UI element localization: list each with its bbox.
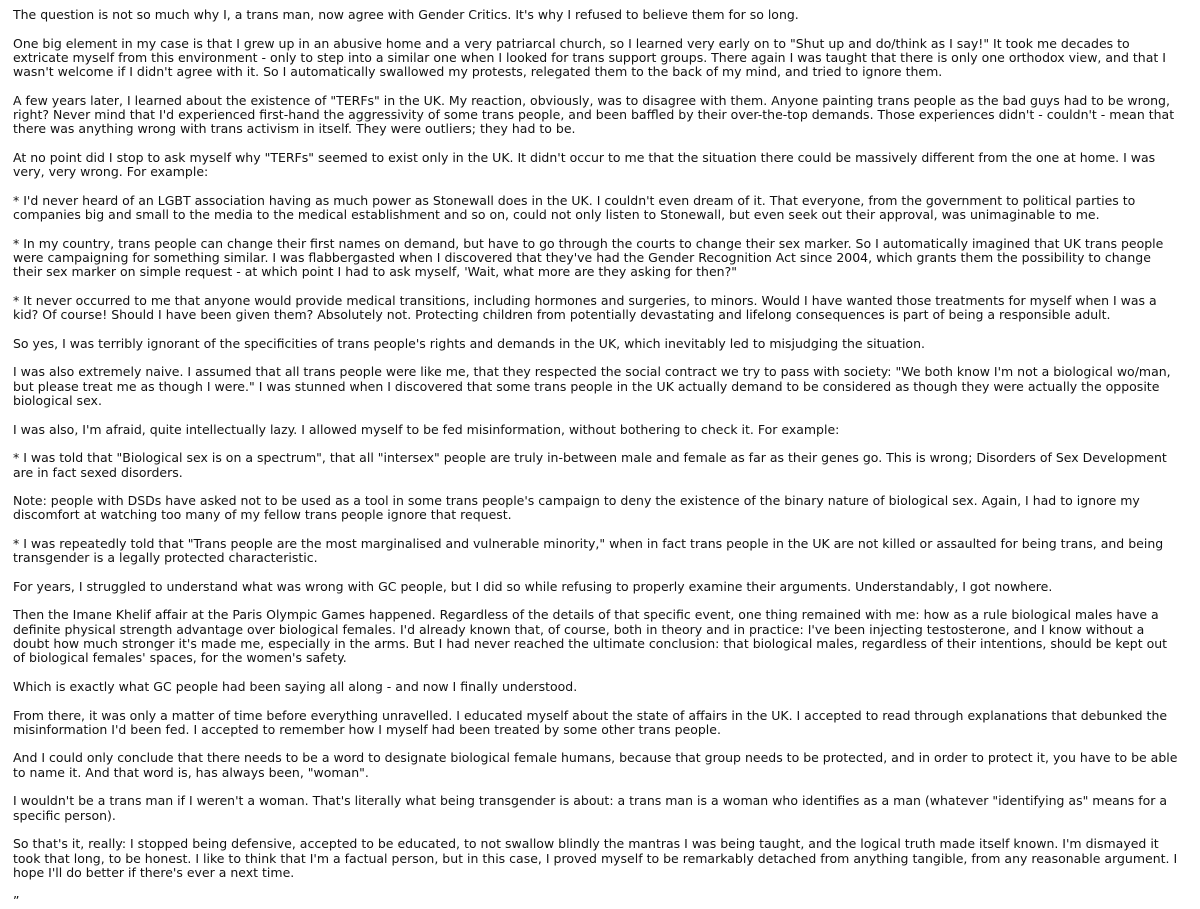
paragraph: So yes, I was terribly ignorant of the specificities of trans people's rights and demands in the UK, which inevitably led to misjudging the situation. bbox=[13, 335, 925, 351]
paragraph: Which is exactly what GC people had been saying all along - and now I finally understood. bbox=[13, 678, 578, 694]
bullet-paragraph: * I was told that "Biological sex is on a spectrum", that all "intersex" people are truly in-between male and female as far as their genes go. This is wrong; Disorders of Sex Development are in fact sexed disorders. bbox=[13, 450, 1167, 480]
paragraph: From there, it was only a matter of time before everything unravelled. I educated myself about the state of affairs in the UK. I accepted to read through explanations that debunked the misinformation I'd been fed. I accepted to remember how I myself had been treated by some other trans people. bbox=[13, 707, 1168, 737]
paragraph: One big element in my case is that I grew up in an abusive home and a very patriarcal church, so I learned very early on to "Shut up and do/think as I say!" It took me decades to extricate myself from this environment - only to step into a similar one when I looked for trans support groups. There again I was taught that there is only one orthodox view, and that I wasn't welcome if I didn't agree with it. So I automatically swallowed my protests, relegated them to the back of my mind, and tried to ignore them. bbox=[13, 35, 1166, 80]
paragraph: I was also extremely naive. I assumed that all trans people were like me, that they respected the social contract we try to pass with society: "We both know I'm not a biological wo/man, but please treat me as though I were." I was stunned when I discovered that some trans people in the UK actually demand to be considered as though they were actually the opposite biological sex. bbox=[13, 364, 1171, 409]
paragraph: At no point did I stop to ask myself why "TERFs" seemed to exist only in the UK. It didn't occur to me that the situation there could be massively different from the one at home. I was very, very wrong. For example: bbox=[13, 149, 1156, 180]
paragraph: I wouldn't be a trans man if I weren't a woman. That's literally what being transgender is about: a trans man is a woman who identifies as a man (whatever "identifying as" means for a specific person). bbox=[13, 793, 1168, 823]
bullet-paragraph: * I'd never heard of an LGBT association having as much power as Stonewall does in the UK. I couldn't even dream of it. That everyone, from the government to political parties to companies big and small to the media to the medical establishment and so on, could not only listen to Stonewall, but even seek out their approval, was unimaginable to me. bbox=[13, 192, 1136, 223]
paragraph: So that's it, really: I stopped being defensive, accepted to be educated, to not swallow blindly the mantras I was being taught, and the logical truth made itself known. I'm dismayed it took that long, to be honest. I like to think that I'm a factual person, but in this case, I proved myself to be remarkably detached from anything tangible, from any reasonable argument. I hope I'll do better if there's ever a next time. bbox=[13, 836, 1178, 880]
paragraph: I was also, I'm afraid, quite intellectually lazy. I allowed myself to be fed misinformation, without bothering to check it. For example: bbox=[13, 421, 840, 437]
bullet-paragraph: * In my country, trans people can change their first names on demand, but have to go through the courts to change their sex marker. So I automatically imagined that UK trans people were campaigning for something similar. I was flabbergasted when I discovered that they've had the Gender Recognition Act since 2004, which grants them the possibility to change their sex marker on simple request - at which point I had to ask myself, 'Wait, what more are they asking for then?" bbox=[13, 235, 1164, 280]
paragraph: For years, I struggled to understand what was wrong with GC people, but I did so while refusing to properly examine their arguments. Understandably, I got nowhere. bbox=[13, 578, 1053, 594]
note-paragraph: Note: people with DSDs have asked not to be used as a tool in some trans people's campaign to deny the existence of the binary nature of biological sex. Again, I had to ignore my discomfort at watching too many of my fellow trans people ignore that request. bbox=[13, 493, 1140, 523]
paragraph: A few years later, I learned about the existence of "TERFs" in the UK. My reaction, obviously, was to disagree with them. Anyone painting trans people as the bad guys had to be wrong, right? Never mind that I'd experienced first-hand the aggressivity of some trans people, and been baffled by their over-the-top demands. Those experiences didn't - couldn't - mean that there was anything wrong with trans activism in itself. They were outliers; they had to be. bbox=[13, 92, 1175, 137]
paragraph: The question is not so much why I, a trans man, now agree with Gender Critics. It's why I refused to believe them for so long. bbox=[13, 7, 799, 22]
bullet-paragraph: * It never occurred to me that anyone would provide medical transitions, including hormones and surgeries, to minors. Would I have wanted those treatments for myself when I was a kid? Of course! Should I have been given them? Absolutely not. Protecting children from potentially devastating and lifelong consequences is part of being a responsible adult. bbox=[13, 292, 1157, 323]
paragraph: Then the Imane Khelif affair at the Paris Olympic Games happened. Regardless of the details of that specific event, one thing remained with me: how as a rule biological males have a definite physical strength advantage over biological females. I'd already known that, of course, both in theory and in practice: I've been injecting testosterone, and I know without a doubt how much stronger it's made me, especially in the arms. But I had never reached the ultimate conclusion: that biological males, regardless of their intentions, should be kept out of biological females' spaces, for the women's safety. bbox=[13, 607, 1168, 666]
document-body bbox=[13, 8, 1181, 909]
trailing-quote-mark: ” bbox=[13, 893, 20, 909]
bullet-paragraph: * I was repeatedly told that "Trans people are the most marginalised and vulnerable minority," when in fact trans people in the UK are not killed or assaulted for being trans, and being transgender is a legally protected characteristic. bbox=[13, 535, 1164, 566]
paragraph: And I could only conclude that there needs to be a word to designate biological female humans, because that group needs to be protected, and in order to protect it, you have to be able to name it. And that word is, has always been, "woman". bbox=[13, 750, 1178, 780]
